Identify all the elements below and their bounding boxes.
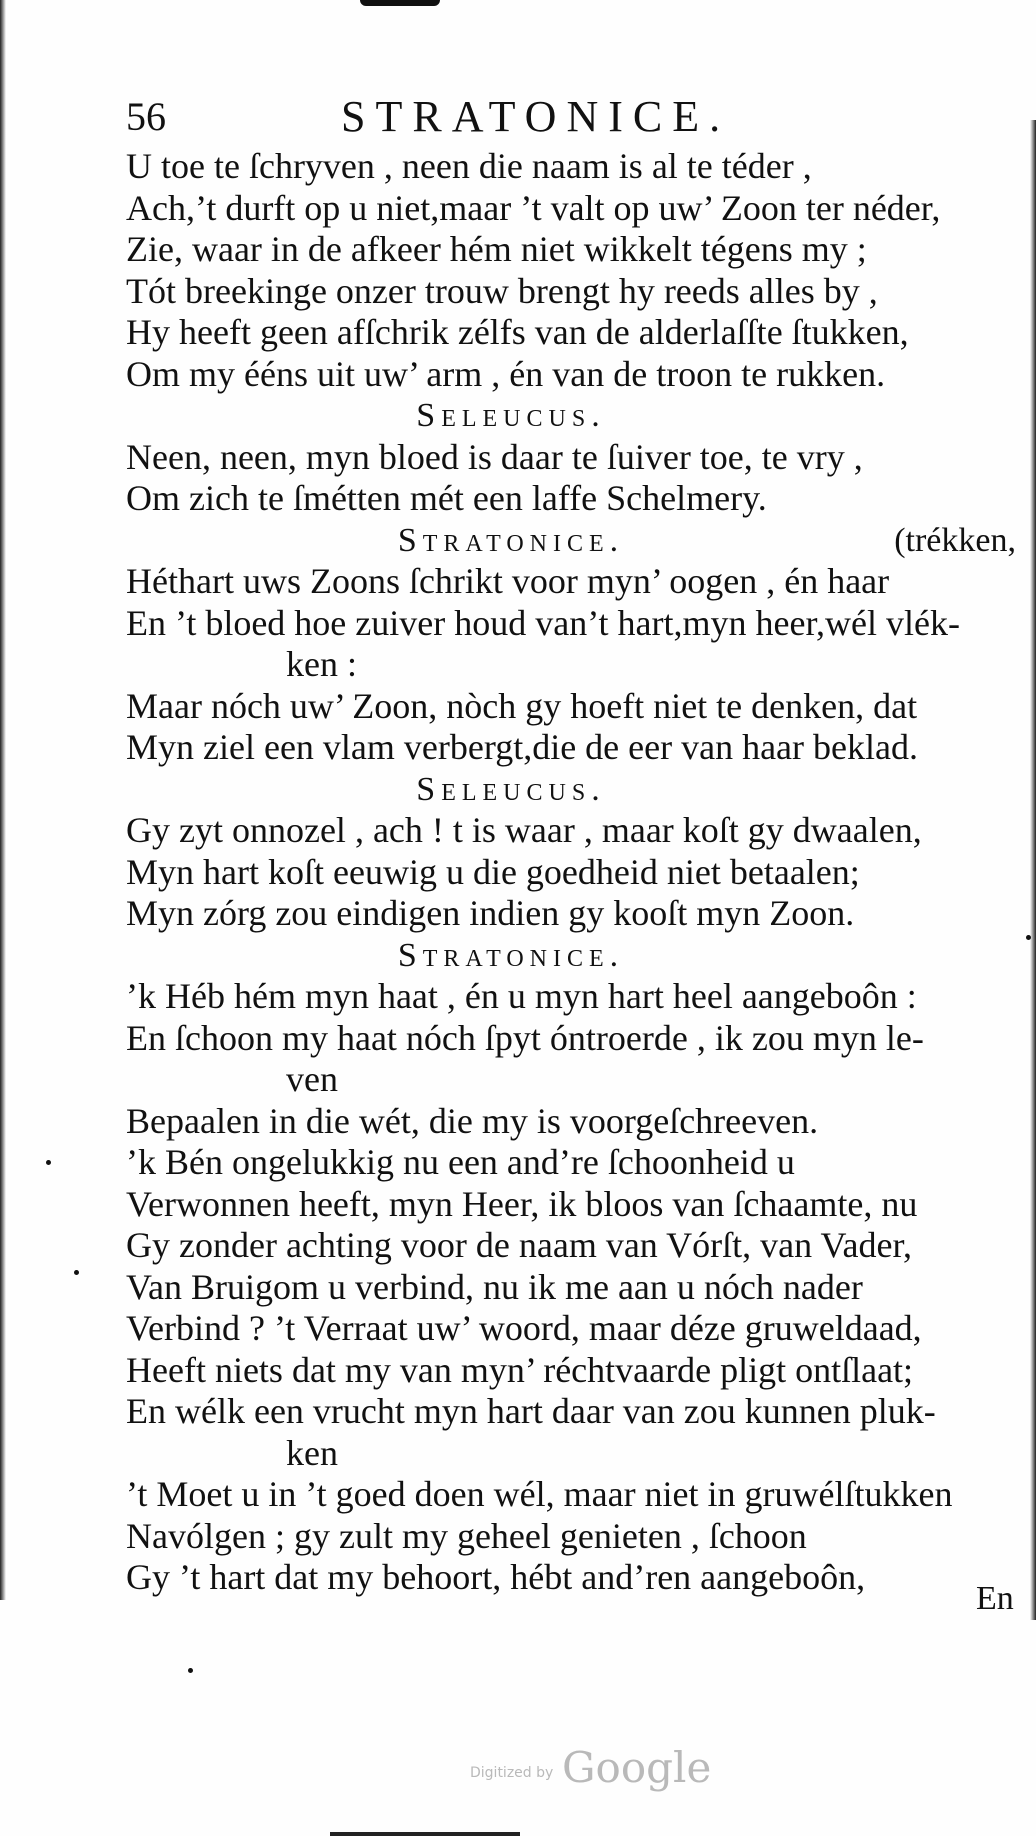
running-header [126, 92, 1016, 154]
verse-line: ’k Héb hém myn haat , én u myn hart heel aangeboôn : [126, 976, 917, 1016]
ink-speck [46, 1160, 51, 1165]
verse-line: U toe te ſchryven , neen die naam is al te téder , [126, 146, 812, 186]
verse-line: Heeft niets dat my van myn’ réchtvaarde pligt ontſlaat; [126, 1349, 914, 1390]
speaker-name: Seleucus. [416, 770, 606, 808]
google-logo: Google [562, 1743, 712, 1792]
verse-line: Gy zonder achting voor de naam van Vórſt, van Vader, [126, 1225, 912, 1265]
speaker-heading-row [126, 769, 1016, 811]
verse-line: Myn ziel een vlam verbergt,die de eer van haar beklad. [126, 727, 918, 767]
speaker-name: Stratonice. [397, 521, 625, 559]
carried-word: (trékken, [894, 521, 1016, 559]
verse-line: Gy zyt onnozel , ach ! t is waar , maar koſt gy dwaalen, [126, 810, 922, 850]
verse-line: Myn hart koſt eeuwig u die goedheid niet betaalen; [126, 851, 860, 892]
ink-speck [188, 1668, 193, 1673]
verse-line: Ach,’t durft op u niet,maar ’t valt op uw’ Zoon ter néder, [126, 187, 941, 228]
speaker-name: Seleucus. [416, 397, 606, 434]
verse-line: Maar nóch uw’ Zoon, nòch gy hoeft niet te denken, dat [126, 685, 918, 726]
verse-line: Zie, waar in de afkeer hém niet wikkelt tégens my ; [126, 229, 867, 269]
bottom-edge-mark [330, 1832, 520, 1836]
verse-line: ’t Moet u in ’t goed doen wél, maar niet in gruwélſtukken [126, 1474, 953, 1514]
verse-line: En ’t bloed hoe zuiver houd van’t hart,myn heer,wél vlék- [126, 602, 960, 643]
play-text [126, 146, 1016, 1599]
digitized-by-google-watermark [470, 1743, 710, 1793]
verse-line: Verwonnen heeft, myn Heer, ik bloos van ſchaamte, nu [126, 1183, 918, 1224]
speaker-heading-row [126, 520, 1016, 562]
watermark-small-text: Digitized by [470, 1765, 554, 1781]
verse-line: Om zich te ſmétten mét een laffe Schelmery. [126, 478, 767, 518]
verse-line: Tót breekinge onzer trouw brengt hy reeds alles by , [126, 270, 878, 311]
speaker-name: Stratonice. [397, 936, 625, 974]
verse-line: Myn zórg zou eindigen indien gy kooſt myn Zoon. [126, 893, 855, 933]
verse-line: Om my ééns uit uw’ arm , én van de troon te rukken. [126, 353, 886, 394]
speaker-heading-row [126, 395, 1016, 437]
verse-line: En wélk een vrucht myn hart daar van zou kunnen pluk- [126, 1391, 936, 1431]
ink-speck [74, 1270, 79, 1275]
verse-line-continuation: ven [286, 1059, 338, 1099]
verse-line: Verbind ? ’t Verraat uw’ woord, maar déze gruweldaad, [126, 1308, 922, 1348]
verse-line: Hy heeft geen afſchrik zélfs van de alderlaſſte ſtukken, [126, 312, 909, 352]
verse-line-continuation: ken [286, 1432, 338, 1473]
page-number: 56 [126, 94, 166, 139]
verse-line: Héthart uws Zoons ſchrikt voor myn’ oogen , én haar [126, 561, 890, 601]
page-edge-right [1030, 120, 1036, 1620]
top-binding-mark [360, 0, 440, 6]
page-edge-left [0, 0, 6, 1600]
verse-line: Bepaalen in die wét, die my is voorgeſchreeven. [126, 1100, 819, 1141]
verse-line: ’k Bén ongelukkig nu een and’re ſchoonheid u [126, 1142, 795, 1182]
verse-line: Gy ’t hart dat my behoort, hébt and’ren aangeboôn, [126, 1557, 866, 1597]
ink-speck [1026, 935, 1031, 940]
verse-line: En ſchoon my haat nóch ſpyt óntroerde , ik zou myn le- [126, 1017, 924, 1058]
verse-line: Navólgen ; gy zult my geheel genieten , ſchoon [126, 1515, 807, 1556]
page-content [126, 92, 1016, 1599]
running-title: STRATONICE. [341, 92, 731, 141]
verse-line-continuation: ken : [286, 644, 357, 684]
speaker-heading-row [126, 935, 1016, 977]
catchword: En [976, 1580, 1014, 1617]
verse-line: Neen, neen, myn bloed is daar te ſuiver toe, te vry , [126, 436, 863, 477]
verse-line: Van Bruigom u verbind, nu ik me aan u nóch nader [126, 1266, 863, 1307]
